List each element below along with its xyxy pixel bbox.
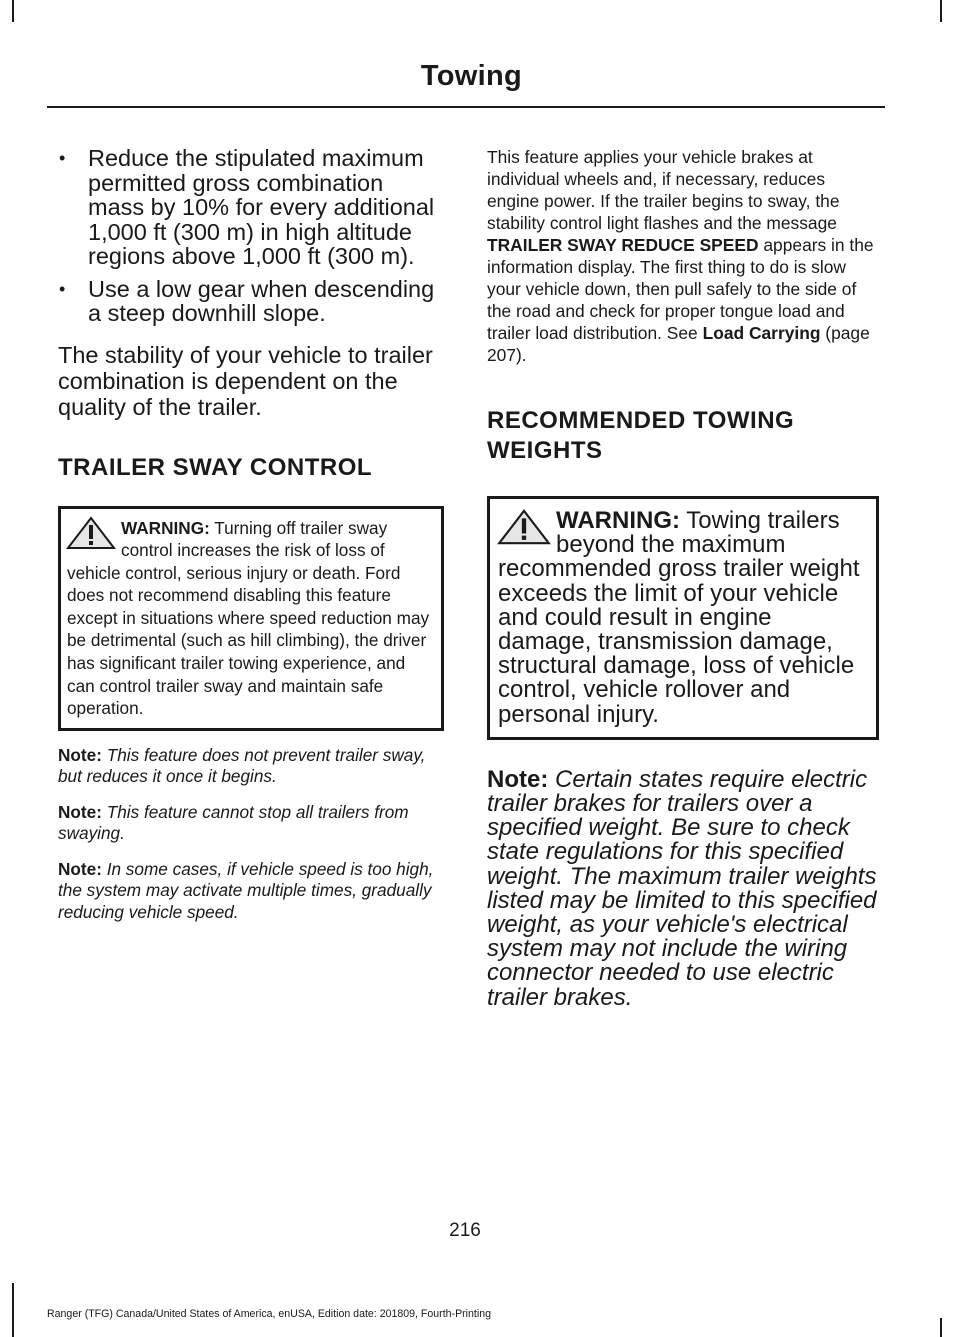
footer-edition: Ranger (TFG) Canada/United States of America, enUSA, Edition date: 201809, Fourth-Printing bbox=[47, 1308, 491, 1320]
note-body: This feature cannot stop all trailers from swaying. bbox=[58, 801, 409, 844]
note bbox=[58, 859, 444, 924]
page-reference: (page 207). bbox=[487, 323, 870, 365]
warning-triangle-icon bbox=[496, 507, 552, 547]
page-number: 216 bbox=[449, 1220, 481, 1241]
warning-text bbox=[67, 517, 435, 720]
note bbox=[487, 765, 879, 1011]
section-title: Towing bbox=[420, 60, 522, 92]
warning-body: Towing trailers beyond the maximum recommended gross trailer weight exceeds the limit of your vehicle and could result in engine damage, transmission damage, structural damage, loss of vehicle control, vehicle rollover and personal injury. bbox=[498, 507, 860, 728]
sway-paragraph bbox=[487, 146, 879, 366]
section-heading: TRAILER SWAY CONTROL bbox=[58, 453, 373, 481]
crop-mark-bottom-right bbox=[940, 1318, 942, 1337]
section-heading: RECOMMENDED TOWING WEIGHTS bbox=[487, 407, 795, 464]
note-label: Note: bbox=[58, 858, 102, 879]
warning-box bbox=[487, 496, 879, 740]
warning-label: WARNING: bbox=[121, 517, 210, 538]
note-body: In some cases, if vehicle speed is too high, the system may activate multiple times, gradually reducing vehicle speed. bbox=[58, 858, 434, 922]
bullet-item: • Use a low gear when descending a steep downhill slope. bbox=[58, 277, 444, 326]
load-carrying-link[interactable]: Load Carrying bbox=[702, 323, 821, 343]
crop-mark-top-right bbox=[940, 0, 942, 22]
warning-box bbox=[58, 506, 444, 731]
note-label: Note: bbox=[58, 744, 102, 765]
crop-mark-top-left bbox=[12, 0, 14, 22]
note-label: Note: bbox=[487, 765, 549, 793]
note-body: This feature does not prevent trailer sway, but reduces it once it begins. bbox=[58, 744, 426, 787]
sway-text: appears in the information display. The first thing to do is slow your vehicle down, then pull safely to the side of the road and check for proper tongue load and trailer load distribution. See bbox=[487, 235, 874, 343]
warning-body: Turning off trailer sway control increases the risk of loss of vehicle control, serious injury or death. Ford does not recommend disabling this feature except in situations where speed reduction may be detrimental (such as hill climbing), the driver has significant trailer towing experience, and can control trailer sway and maintain safe operation. bbox=[67, 517, 430, 719]
crop-mark-bottom-left bbox=[12, 1283, 14, 1337]
bullet-item: • Reduce the stipulated maximum permitted gross combination mass by 10% for every additional 1,000 ft (300 m) in high altitude regions above 1,000 ft (300 m). bbox=[58, 146, 444, 269]
note bbox=[58, 802, 444, 845]
left-column bbox=[58, 146, 444, 923]
warning-label: WARNING: bbox=[556, 507, 680, 534]
display-message: TRAILER SWAY REDUCE SPEED bbox=[487, 235, 759, 255]
bullet-list bbox=[58, 146, 444, 326]
note-body: Certain states require electric trailer brakes for trailers over a specified weight. Be sure to check state regulations for this specified weight. The maximum trailer weights listed may be limited to this specified weight, as your vehicle's electrical system may not include the wiring connector needed to use electric trailer brakes. bbox=[487, 765, 877, 1011]
warning-text bbox=[498, 509, 868, 727]
header-rule bbox=[47, 106, 885, 108]
note-label: Note: bbox=[58, 801, 102, 822]
note bbox=[58, 745, 444, 788]
right-column bbox=[487, 146, 879, 1010]
sway-text: This feature applies your vehicle brakes at individual wheels and, if necessary, reduces engine power. If the trailer begins to sway, the stability control light flashes and the message bbox=[487, 147, 840, 233]
warning-triangle-icon bbox=[65, 515, 117, 551]
stability-paragraph: The stability of your vehicle to trailer combination is dependent on the quality of the trailer. bbox=[58, 341, 433, 420]
